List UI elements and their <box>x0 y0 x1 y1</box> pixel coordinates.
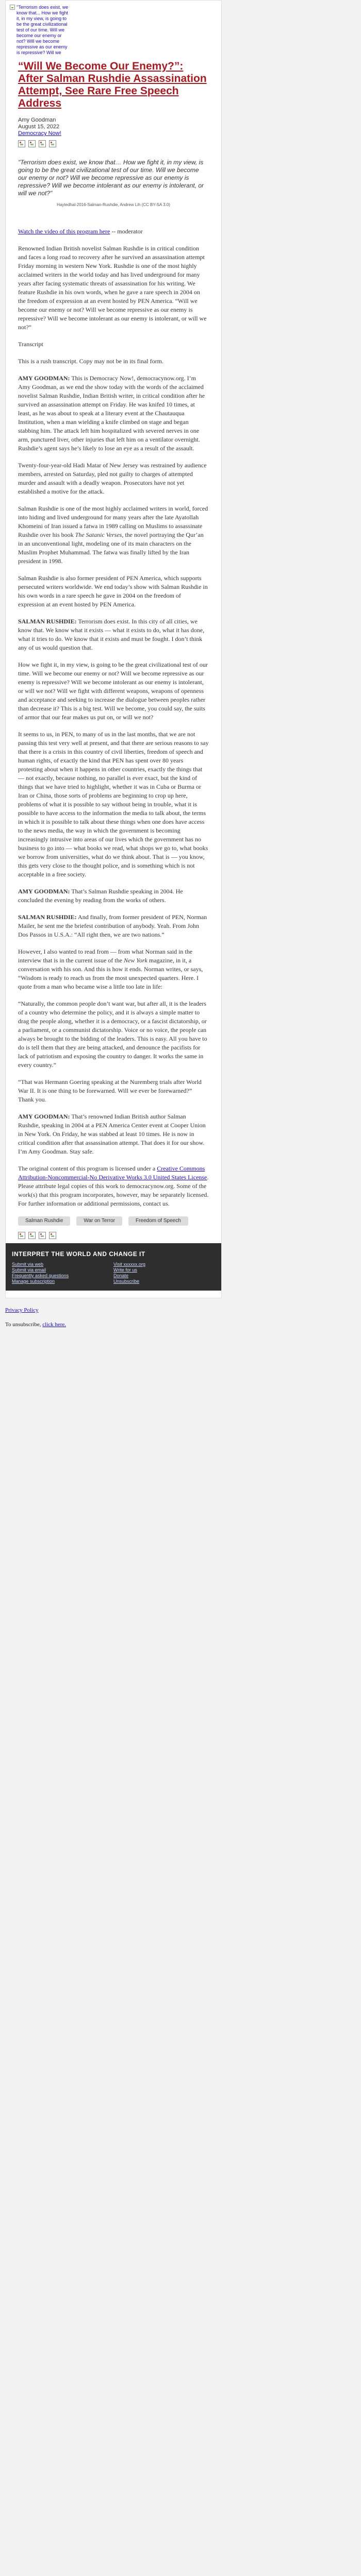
tag-freedom-of-speech[interactable]: Freedom of Speech <box>128 1216 188 1226</box>
transcript-paragraph: “That was Hermann Goering speaking at the Nuremberg trials after World War II. It is one thing to be forewarned. Will we ever be forewarned?” Thank you. <box>18 1078 202 1103</box>
speaker-name: AMY GOODMAN: <box>18 888 70 895</box>
article-body <box>18 227 209 1208</box>
transcript-paragraph <box>18 947 209 991</box>
unsubscribe-line <box>5 1321 361 1328</box>
speaker-name: SALMAN RUSHDIE: <box>18 913 77 921</box>
footer-link-write-for-us[interactable]: Write for us <box>113 1267 137 1273</box>
paragraph-text: However, I also wanted to read from — from what Norman said in the interview that is in the current issue of the <box>18 948 193 964</box>
paragraph-text: Terrorism does exist. In this city of all cities, we know that. We know what it exists — what it exists to do, what it has done, what it tries to do. We know that it exists and must be fought. I don’t think any of us would question that. <box>18 618 205 651</box>
email-footer-outside <box>0 1298 361 1328</box>
paragraph-text: This is Democracy Now!, democracynow.org. I’m Amy Goodman, as we end the show today with the words of the acclaimed novelist Salman Rushdie, Indian British writer, in critical condition after he survived an assassination attempt on Friday. He was knifed 10 times, at least, as he was about to speak at a literary event at the Chautauqua Institution, when a man wielding a knife climbed on stage and began stabbing him. The attack left him hospitalized with severed nerves in one arm, punctured liver, other injuries that left him on a ventilator overnight. Rushdie’s agent says he’s likely to lose an eye as a result of the assault. <box>18 375 205 452</box>
transcript-paragraph: It seems to us, in PEN, to many of us in the last months, that we are not passing this test very well at present, and that there are serious reasons to say that there is a crisis in this country of civil liberties, freedom of speech and human rights, of exactly the kind that PEN has spent over 80 years protesting about when it happens in other countries, exactly the things that — not exactly, because nothing, no parallel is ever exact, but the kind of things that we have tried to highlight, whether it was in Cuba or Burma or Iran or China, those sorts of problems are beginning to crop up here, problems of what it is possible to say without being in trouble, what it is possible to have access to the information the media to talk about, the terms in which it is possible to talk about these things when one does have access to the news media, the way in which the government is becoming increasingly intrusive into areas of our lives which the government has no business to go into — what books we read, what shops we go to, what books we borrow from universities, what do we think about. That is — you know, this gets very close to the thought police, and is something which is not acceptable in a free society. <box>18 731 209 878</box>
share-image-icon[interactable] <box>39 1232 46 1239</box>
article <box>6 60 221 1239</box>
transcript-paragraph <box>18 374 209 453</box>
article-title-link[interactable]: “Will We Become Our Enemy?”: After Salman Rushdie Assassination Attempt, See Rare Free Speech Address <box>18 60 207 109</box>
transcript-paragraph: How we fight it, in my view, is going to be the great civilizational test of our time. Will we become our enemy or not? Will we become repressive as our enemy is repressive? Will we become intolerant as our enemy is intolerant, or will we not? Will we fight with different weapons, weapons of openness and acceptance and seeking to increase the dialogue between peoples rather than decrease it? This is a big test. Will we become, you could say, the suits of armor that our fear makes us put on, or will we not? <box>18 661 208 721</box>
article-meta <box>18 117 209 137</box>
speaker-name: SALMAN RUSHDIE: <box>18 618 77 625</box>
footer-link-manage-subscription[interactable]: Manage subscription <box>12 1279 55 1284</box>
footer-link-faq[interactable]: Frequently asked questions <box>12 1273 69 1278</box>
transcript-label: Transcript <box>18 341 43 348</box>
rush-transcript-note: This is a rush transcript. Copy may not be in its final form. <box>18 358 163 365</box>
footer-link-submit-email[interactable]: Submit via email <box>12 1267 46 1273</box>
watch-video-line <box>18 227 209 236</box>
transcript-paragraph <box>18 617 209 652</box>
paragraph-text: Salman Rushdie is one of the most highly acclaimed writers in world, forced into hiding and lived underground for many years after the late Ayatollah Khomeini of Iran issued a fatwa in 1989 calling on Muslims to assassinate Rushdie over his book <box>18 505 208 538</box>
speaker-name: AMY GOODMAN: <box>18 1113 70 1120</box>
license-link[interactable]: Creative Commons Attribution-Noncommercial-No Derivative Works 3.0 United States License <box>18 1165 207 1181</box>
footer-link-donate[interactable]: Donate <box>113 1273 129 1278</box>
broken-image-icon <box>10 5 15 10</box>
license-text: The original content of this program is licensed under a <box>18 1165 157 1172</box>
image-caption: Haytedhal-2016-Salman-Rushdie, Andrew Lih (CC BY-SA 3.0) <box>57 202 170 207</box>
unsubscribe-prefix: To unsubscribe, <box>5 1321 43 1328</box>
share-image-icon[interactable] <box>49 1232 56 1239</box>
share-image-icon[interactable] <box>28 140 36 147</box>
footer-title: INTERPRET THE WORLD AND CHANGE IT <box>12 1250 145 1258</box>
footer-links <box>12 1262 215 1284</box>
tag-war-on-terror[interactable]: War on Terror <box>76 1216 122 1226</box>
header-image-alt-text: "Terrorism does exist, we know that... How we fight it, in my view, is going to be the great civilizational test of our time. Will we become our enemy or not? Will we become repressive as our enemy is repressive? Will we <box>17 5 69 55</box>
transcript-paragraph <box>18 504 209 566</box>
intro-paragraph: Renowned Indian British novelist Salman Rushdie is in critical condition and faces a long road to recovery after he survived an assassination attempt Friday morning in western New York. Rushdie is one of the most highly acclaimed writers in the world today and has lived underground for many years after facing systematic threats of assassination for his writing. We feature Rushdie in his own words, when he gave a rare speech in 2004 on the freedom of expression at an event hosted by PEN America. “Will we become our enemy or not? Will we become repressive as our enemy is repressive? Will we become intolerant as our enemy is intolerant, or will we not?” <box>18 245 207 331</box>
article-date: August 15, 2022 <box>18 124 60 130</box>
footer-link-unsubscribe[interactable]: Unsubscribe <box>113 1279 140 1284</box>
magazine-title: New York <box>123 957 147 964</box>
transcript-paragraph: Salman Rushdie is also former president of PEN America, which supports persecuted writers worldwide. We end today’s show with Salman Rushdie in his own words in a rare speech he gave in 2004 on the freedom of expression at an event hosted by PEN America. <box>18 574 208 608</box>
header-image[interactable] <box>9 4 71 55</box>
paragraph-text: And finally, from former president of PEN, Norman Mailer, he sent me the briefest contribution of anybody. Yeah. From John Dos Passos in U.S.A.: “All right then, we are two nations.” <box>18 913 207 938</box>
share-image-icon[interactable] <box>28 1232 36 1239</box>
pull-quote: "Terrorism does exist, we know that… How we fight it, in my view, is going to be the great civilizational test of our time. Will we become our enemy or not? Will we become repressive as our enemy is repressive? Will we become intolerant as our enemy is intolerant, or will we not?" <box>18 159 204 197</box>
watch-suffix: -- moderator <box>110 228 143 235</box>
speaker-name: AMY GOODMAN: <box>18 375 70 382</box>
share-image-icon[interactable] <box>49 140 56 147</box>
share-image-icon[interactable] <box>18 1232 25 1239</box>
article-title <box>18 60 209 110</box>
footer-column-right <box>113 1262 215 1284</box>
transcript-paragraph: “Naturally, the common people don’t want war, but after all, it is the leaders of a country who determine the policy, and it is always a simple matter to drag the people along, whether it is a democracy, or a fascist dictatorship, or a parliament, or a communist dictatorship. Voice or no voice, the people can always be brought to the bidding of the leaders. This is easy. All you have to do is tell them that they are being attacked, and denounce the pacifists for lack of patriotism and exposing the country to danger. It works the same in every country.” <box>18 1000 207 1069</box>
license-paragraph <box>18 1164 209 1208</box>
watch-video-link[interactable]: Watch the video of this program here <box>18 228 110 235</box>
paragraph-text: , the novel portraying the Qur’an in an unconventional light, modeling one of its main characters on the Muslim Prophet Muhammad. The fatwa was finally lifted by the Iran president in 1998. <box>18 531 204 565</box>
tag-salman-rushdie[interactable]: Salman Rushdie <box>18 1216 70 1226</box>
article-author: Amy Goodman <box>18 117 56 123</box>
transcript-paragraph <box>18 887 209 905</box>
share-buttons-top <box>18 140 209 147</box>
footer-link-submit-web[interactable]: Submit via web <box>12 1262 44 1267</box>
book-title: The Satanic Verses <box>75 531 122 538</box>
footer <box>6 1243 221 1291</box>
share-image-icon[interactable] <box>18 140 25 147</box>
license-text: . Please attribute legal copies of this work to democracynow.org. Some of the work(s) that this program incorporates, however, may be separately licensed. For further information or additional permissions, contact us. <box>18 1174 209 1207</box>
paragraph-text: That’s renowned Indian British author Salman Rushdie, speaking in 2004 at a PEN America Center event at Cooper Union in New York. On Friday, he was stabbed at least 10 times. He is now in critical condition after that assassination attempt. That does it for our show. I’m Amy Goodman. Stay safe. <box>18 1113 206 1155</box>
paragraph-text: magazine, in it, a conversation with his son. And this is how it ends. Norman writes, or says, “Wisdom is ready to reach us from the most unexpected quarters. Here. I quote from a man who became wise a little too late in life: <box>18 957 203 990</box>
privacy-policy-link[interactable]: Privacy Policy <box>5 1307 39 1313</box>
transcript-paragraph: Twenty-four-year-old Hadi Matar of New Jersey was restrained by audience members, arrested on Saturday, pled not guilty to charges of attempted murder and assault with a deadly weapon. Prosecutors have not yet established a motive for the attack. <box>18 462 207 495</box>
share-image-icon[interactable] <box>39 140 46 147</box>
email-container <box>5 0 222 1298</box>
article-source-link[interactable]: Democracy Now! <box>18 130 61 137</box>
paragraph-text: That’s Salman Rushdie speaking in 2004. He concluded the evening by reading from the works of others. <box>18 888 183 904</box>
share-buttons-bottom <box>18 1232 209 1239</box>
tag-list <box>18 1216 209 1226</box>
transcript-paragraph <box>18 1112 209 1156</box>
privacy-line <box>5 1307 361 1314</box>
unsubscribe-link[interactable]: click here. <box>42 1321 67 1328</box>
transcript-paragraph <box>18 913 209 939</box>
footer-column-left <box>12 1262 113 1284</box>
footer-link-visit-site[interactable]: Visit xxxxxx.org <box>113 1262 145 1267</box>
